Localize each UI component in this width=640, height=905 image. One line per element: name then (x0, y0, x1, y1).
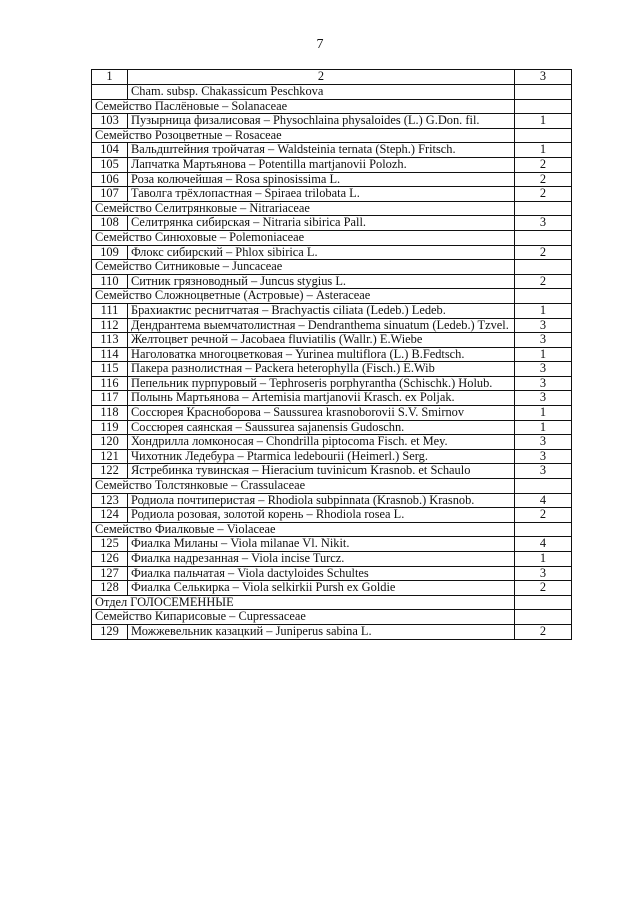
species-name-russian: Желтоцвет речной – (131, 332, 241, 347)
species-name-russian: Соссюрея Красноборова – (131, 405, 274, 420)
rarity-category: 2 (515, 245, 572, 260)
species-number: 123 (92, 493, 128, 508)
family-category-empty (515, 522, 572, 537)
rarity-category: 2 (515, 581, 572, 596)
rarity-category: 1 (515, 303, 572, 318)
family-row (92, 479, 572, 494)
species-name (128, 624, 515, 639)
species-name-latin: Juncus stygius L. (260, 273, 346, 288)
family-category-empty (515, 260, 572, 275)
rarity-category: 1 (515, 114, 572, 129)
rarity-category: 3 (515, 566, 572, 581)
species-row (92, 566, 572, 581)
species-name-latin: Rhodiola rosea L. (315, 507, 405, 522)
species-name-russian: Лапчатка Мартьянова – (131, 156, 259, 171)
species-number: 107 (92, 187, 128, 202)
species-name (128, 303, 515, 318)
species-number: 122 (92, 464, 128, 479)
rarity-category: 1 (515, 420, 572, 435)
species-name (128, 362, 515, 377)
species-number: 111 (92, 303, 128, 318)
species-number: 119 (92, 420, 128, 435)
rarity-category: 2 (515, 624, 572, 639)
species-number (92, 85, 128, 100)
species-name (128, 216, 515, 231)
species-name-russian: Соссюрея саянская – (131, 419, 245, 434)
species-row (92, 318, 572, 333)
species-name (128, 449, 515, 464)
species-name (128, 420, 515, 435)
family-category-empty (515, 230, 572, 245)
species-number: 120 (92, 435, 128, 450)
species-name (128, 581, 515, 596)
species-number: 127 (92, 566, 128, 581)
table-header-row (92, 70, 572, 85)
species-row (92, 624, 572, 639)
rarity-category: 1 (515, 143, 572, 158)
species-number: 126 (92, 552, 128, 567)
species-row (92, 508, 572, 523)
family-name: Семейство Фиалковые – Violaceae (92, 522, 515, 537)
family-name: Семейство Ситниковые – Juncaceae (92, 260, 515, 275)
species-name (128, 114, 515, 129)
family-name: Семейство Кипарисовые – Cupressaceae (92, 610, 515, 625)
rarity-category: 3 (515, 391, 572, 406)
species-row (92, 187, 572, 202)
species-name-latin: Cham. subsp. Chakassicum Peschkova (131, 84, 324, 98)
species-name-russian: Родиола розовая, золотой корень – (131, 507, 316, 522)
species-number: 115 (92, 362, 128, 377)
rarity-category: 4 (515, 537, 572, 552)
page-number: 7 (316, 37, 324, 52)
rarity-category: 3 (515, 376, 572, 391)
species-name-latin: Saussurea sajanensis Gudoschn. (244, 419, 405, 434)
species-row (92, 245, 572, 260)
species-name (128, 318, 515, 333)
species-row (92, 435, 572, 450)
species-name-latin: Viola dactyloides Schultes (237, 565, 369, 580)
species-name-latin: Phlox sibirica L. (235, 244, 318, 259)
species-row (92, 114, 572, 129)
species-row (92, 85, 572, 100)
species-name-latin: Dendranthema sinuatum (Ledeb.) Tzvel. (307, 317, 509, 332)
family-row (92, 595, 572, 610)
species-row (92, 143, 572, 158)
family-name: Семейство Толстянковые – Crassulaceae (92, 479, 515, 494)
rarity-category (515, 85, 572, 100)
species-name-latin: Ptarmica ledebourii (Heimerl.) Serg. (246, 448, 428, 463)
species-name (128, 172, 515, 187)
species-row (92, 391, 572, 406)
rarity-category: 4 (515, 493, 572, 508)
species-number: 114 (92, 347, 128, 362)
species-name-latin: Yurinea multiflora (L.) B.Fedtsch. (295, 346, 465, 361)
species-number: 108 (92, 216, 128, 231)
species-name (128, 347, 515, 362)
species-name (128, 508, 515, 523)
species-name-russian: Фиалка пальчатая – (131, 565, 238, 580)
family-category-empty (515, 479, 572, 494)
species-name-latin: Tephroseris porphyrantha (Schischk.) Holub. (269, 375, 493, 390)
species-number: 113 (92, 333, 128, 348)
family-name: Семейство Сложноцветные (Астровые) – Asteraceae (92, 289, 515, 304)
family-row (92, 260, 572, 275)
species-name-latin: Packera heterophylla (Fisch.) E.Wib (254, 361, 435, 376)
species-number: 109 (92, 245, 128, 260)
species-name-russian: Пузырница физалисовая – (131, 113, 273, 128)
species-number: 121 (92, 449, 128, 464)
species-name-russian: Ястребинка тувинская – (131, 463, 262, 478)
species-number: 110 (92, 274, 128, 289)
species-row (92, 406, 572, 421)
species-name-russian: Брахиактис реснитчатая – (131, 302, 272, 317)
family-row (92, 201, 572, 216)
rarity-category: 1 (515, 552, 572, 567)
species-name-latin: Saussurea krasnoborovii S.V. Smirnov (273, 405, 465, 420)
species-name-russian: Пакера разнолистная – (131, 361, 255, 376)
species-name-russian: Ситник грязноводный – (131, 273, 261, 288)
family-category-empty (515, 99, 572, 114)
species-name (128, 537, 515, 552)
species-row (92, 216, 572, 231)
species-name-russian: Фиалка Селькирка – (131, 580, 242, 595)
species-name-latin: Artemisia martjanovii Krasch. ex Poljak. (251, 390, 455, 405)
species-number: 128 (92, 581, 128, 596)
species-name-latin: Juniperus sabina L. (275, 623, 372, 638)
species-number: 117 (92, 391, 128, 406)
species-name (128, 566, 515, 581)
species-name-latin: Spiraea trilobata L. (264, 186, 360, 201)
species-name-latin: Viola milanae Vl. Nikit. (230, 536, 350, 551)
species-name (128, 406, 515, 421)
species-name (128, 391, 515, 406)
species-name-latin: Rosa spinosissima L. (235, 171, 341, 186)
species-name-latin: Viola incise Turcz. (251, 551, 345, 565)
rarity-category: 3 (515, 362, 572, 377)
species-name-russian: Таволга трёхлопастная – (131, 186, 265, 201)
species-row (92, 376, 572, 391)
species-name (128, 143, 515, 158)
species-row (92, 172, 572, 187)
species-row (92, 303, 572, 318)
rarity-category: 3 (515, 435, 572, 450)
species-name-latin: Hieracium tuvinicum Krasnob. et Schaulo (261, 463, 471, 478)
family-row (92, 128, 572, 143)
rarity-category: 3 (515, 333, 572, 348)
species-name-latin: Jacobaea fluviatilis (Wallr.) E.Wiebe (240, 332, 423, 347)
family-row (92, 99, 572, 114)
species-number: 112 (92, 318, 128, 333)
species-number: 103 (92, 114, 128, 129)
species-row (92, 464, 572, 479)
species-name (128, 85, 515, 100)
species-name-russian: Роза колючейшая – (131, 171, 236, 186)
species-row (92, 157, 572, 172)
species-row (92, 581, 572, 596)
header-col1: 1 (92, 70, 128, 85)
rarity-category: 2 (515, 274, 572, 289)
species-number: 129 (92, 624, 128, 639)
species-name (128, 333, 515, 348)
species-number: 118 (92, 406, 128, 421)
species-number: 106 (92, 172, 128, 187)
species-name-russian: Полынь Мартьянова – (131, 390, 252, 405)
species-name-latin: Viola selkirkii Pursh ex Goldie (241, 580, 396, 595)
rarity-category: 2 (515, 187, 572, 202)
species-row (92, 537, 572, 552)
species-name-latin: Chondrilla piptocoma Fisch. et Mey. (266, 434, 448, 449)
species-name-latin: Rhodiola subpinnata (Krasnob.) Krasnob. (267, 492, 475, 507)
rarity-category: 2 (515, 172, 572, 187)
species-name-russian: Пепельник пурпуровый – (131, 375, 270, 390)
species-name-russian: Хондрилла ломконосая – (131, 434, 267, 449)
species-name-russian: Селитрянка сибирская – (131, 215, 263, 230)
family-category-empty (515, 610, 572, 625)
rarity-category: 1 (515, 406, 572, 421)
species-row (92, 493, 572, 508)
species-name-latin: Potentilla martjanovii Polozh. (258, 156, 407, 171)
species-row (92, 333, 572, 348)
species-name (128, 245, 515, 260)
species-name (128, 274, 515, 289)
rarity-category: 3 (515, 464, 572, 479)
species-name (128, 376, 515, 391)
species-name (128, 187, 515, 202)
header-col3: 3 (515, 70, 572, 85)
species-name-russian: Чихотник Ледебура – (131, 448, 247, 463)
species-table (91, 69, 572, 640)
species-row (92, 552, 572, 567)
species-row (92, 274, 572, 289)
rarity-category: 1 (515, 347, 572, 362)
species-name-russian: Фиалка Миланы – (131, 536, 231, 551)
species-name-latin: Waldsteinia ternata (Steph.) Fritsch. (277, 142, 456, 157)
rarity-category: 2 (515, 508, 572, 523)
rarity-category: 3 (515, 449, 572, 464)
species-name-russian: Вальдштейния тройчатая – (131, 142, 278, 157)
species-name-russian: Наголоватка многоцветковая – (131, 346, 296, 361)
rarity-category: 2 (515, 157, 572, 172)
family-category-empty (515, 201, 572, 216)
header-col2: 2 (128, 70, 515, 85)
family-category-empty (515, 128, 572, 143)
family-category-empty (515, 289, 572, 304)
family-name: Семейство Селитрянковые – Nitrariaceae (92, 201, 515, 216)
species-name-latin: Brachyactis ciliata (Ledeb.) Ledeb. (271, 302, 446, 317)
species-name (128, 157, 515, 172)
species-row (92, 449, 572, 464)
family-category-empty (515, 595, 572, 610)
species-name-latin: Nitraria sibirica Pall. (262, 215, 367, 230)
family-row (92, 230, 572, 245)
species-name (128, 552, 515, 567)
species-number: 124 (92, 508, 128, 523)
species-row (92, 420, 572, 435)
species-number: 105 (92, 157, 128, 172)
species-name-russian: Дендрантема выемчатолистная – (131, 317, 308, 332)
family-name: Отдел ГОЛОСЕМЕННЫЕ (92, 595, 515, 610)
species-number: 125 (92, 537, 128, 552)
family-name: Семейство Синюховые – Polemoniaceae (92, 230, 515, 245)
species-name (128, 464, 515, 479)
species-name-russian: Флокс сибирский – (131, 244, 236, 259)
species-name (128, 435, 515, 450)
species-name-russian: Фиалка надрезанная – (131, 551, 252, 565)
species-row (92, 362, 572, 377)
species-name-russian: Родиола почтиперистая – (131, 492, 268, 507)
family-name: Семейство Паслёновые – Solanaceae (92, 99, 515, 114)
family-row (92, 289, 572, 304)
family-row (92, 610, 572, 625)
species-name-latin: Physochlaina physaloides (L.) G.Don. fil. (273, 113, 480, 128)
species-name (128, 493, 515, 508)
family-row (92, 522, 572, 537)
family-name: Семейство Розоцветные – Rosaceae (92, 128, 515, 143)
species-number: 116 (92, 376, 128, 391)
species-number: 104 (92, 143, 128, 158)
rarity-category: 3 (515, 216, 572, 231)
species-name-russian: Можжевельник казацкий – (131, 623, 276, 638)
species-row (92, 347, 572, 362)
rarity-category: 3 (515, 318, 572, 333)
